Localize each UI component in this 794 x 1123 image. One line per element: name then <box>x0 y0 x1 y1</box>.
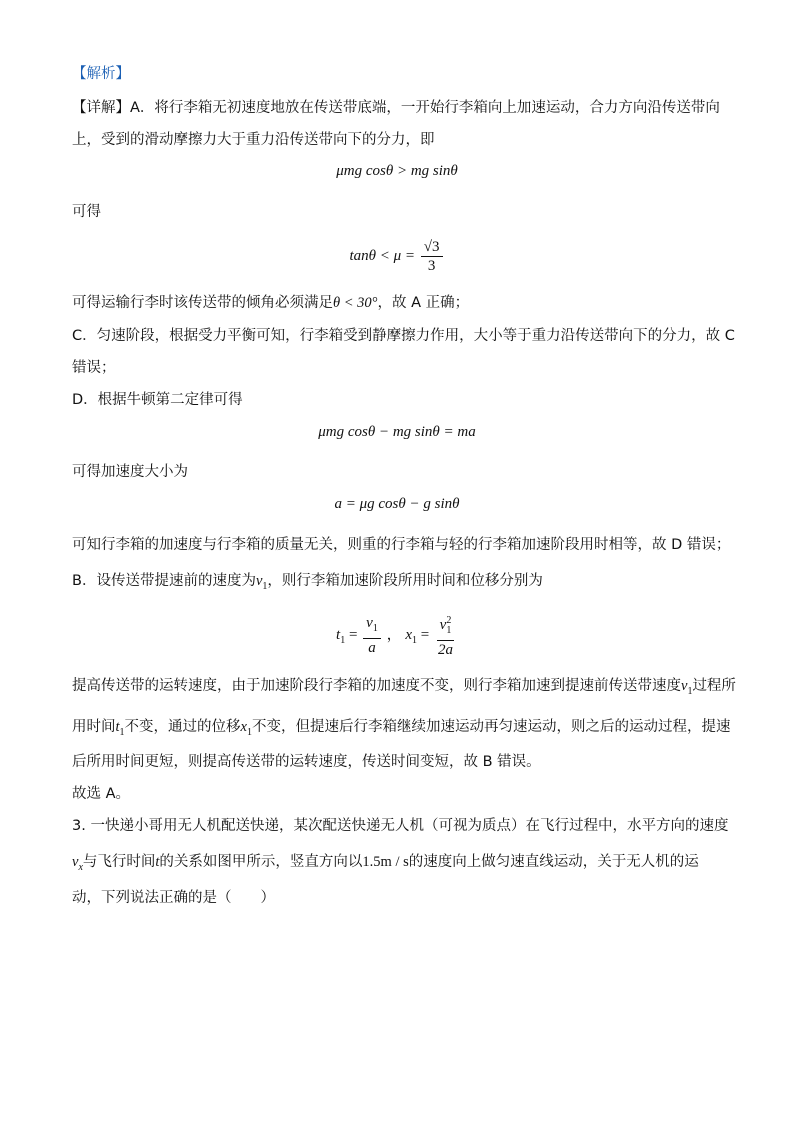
detail-paragraph-line-1: 【详解】A．将行李箱无初速度地放在传送带底端，一开始行李箱向上加速运动，合力方向沿传送带向 <box>72 100 720 116</box>
question-3-line-2: $v_x$与飞行时间t的关系如图甲所示，竖直方向以1.5m / s的速度向上做匀速直线运动，关于无人机的运 <box>72 854 699 873</box>
option-b-line-1: B．设传送带提速前的速度为$v_1$，则行李箱加速阶段所用时间和位移分别为 <box>72 573 543 592</box>
option-c-line-1: C．匀速阶段，根据受力平衡可知，行李箱受到静摩擦力作用，大小等于重力沿传送带向下的分力，故 C <box>72 328 735 344</box>
analysis-heading: 【解析】 <box>72 66 130 82</box>
option-b-explanation-line-3: 后所用时间更短，则提高传送带的运转速度，传送时间变短，故 B 错误。 <box>72 754 541 770</box>
equation-tan-mu: tanθ < μ = $\frac{√3}{3}$ <box>0 238 794 275</box>
option-b-explanation-line-2: 用时间$t_1$不变，通过的位移$x_1$不变，但提速后行李箱继续加速运动再匀速运动，则之后的运动过程，提速 <box>72 719 731 738</box>
equation-friction-inequality: μmg cosθ > mg sinθ <box>336 163 458 179</box>
conclusion: 故选 A。 <box>72 786 131 802</box>
option-c-line-2: 错误； <box>72 360 116 376</box>
text-kede: 可得 <box>72 204 101 220</box>
equation-time-and-displacement: $t_1$ = $\frac{v_1}{a}$ ， $x_1$ = $\frac{v^2_1}{2a}$ <box>0 612 794 659</box>
fraction-sqrt3-over-3: $\frac{√3}{3}$ <box>421 238 443 275</box>
option-b-explanation-line-1: 提高传送带的运转速度，由于加速阶段行李箱的加速度不变，则行李箱加速到提速前传送带速度$v_1$过程所 <box>72 678 736 697</box>
angle-condition-line: 可得运输行李时该传送带的倾角必须满足θ < 30°，故 A 正确； <box>72 295 470 311</box>
question-3-line-3: 动，下列说法正确的是（ ） <box>72 890 275 906</box>
fraction-v1-squared-over-2a: $\frac{v^2_1}{2a}$ <box>435 612 456 659</box>
equation-acceleration: a = μg cosθ − g sinθ <box>334 496 460 512</box>
equation-newton-second-law: μmg cosθ − mg sinθ = ma <box>318 424 476 440</box>
detail-paragraph-line-2: 上，受到的滑动摩擦力大于重力沿传送带向下的分力，即 <box>72 132 435 148</box>
text-acceleration: 可得加速度大小为 <box>72 464 188 480</box>
fraction-v1-over-a: $\frac{v_1}{a}$ <box>363 614 381 657</box>
option-d-line-1: D．根据牛顿第二定律可得 <box>72 392 243 408</box>
option-d-line-2: 可知行李箱的加速度与行李箱的质量无关，则重的行李箱与轻的行李箱加速阶段用时相等，故 D 错误； <box>72 537 731 553</box>
question-3-line-1: 3. 一快递小哥用无人机配送快递，某次配送快递无人机（可视为质点）在飞行过程中，水平方向的速度 <box>72 818 729 834</box>
